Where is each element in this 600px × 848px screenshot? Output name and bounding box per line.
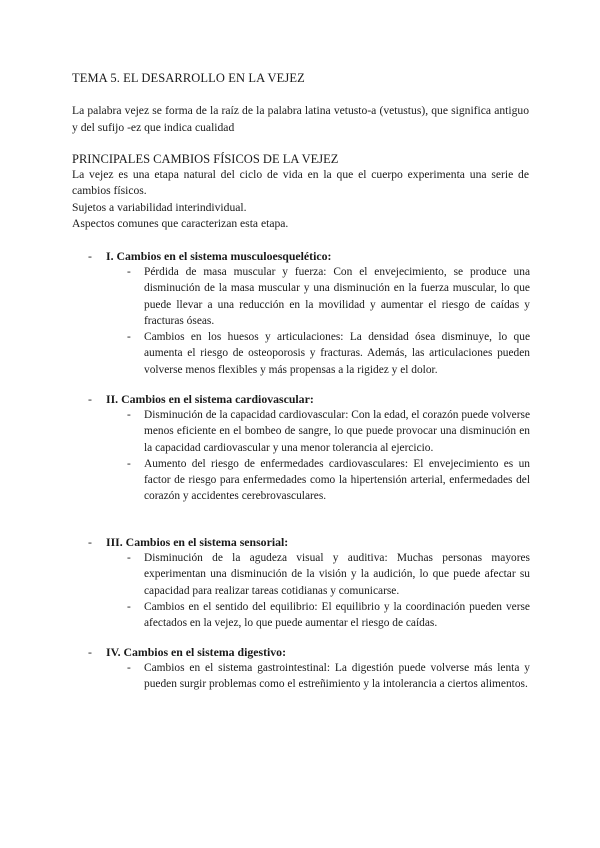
list-dash: -: [88, 392, 92, 406]
list-dash: -: [127, 266, 131, 278]
list-item: [72, 660, 530, 693]
list-item-text: Cambios en el sentido del equilibrio: El equilibrio y la coordinación pueden verse afectados en la vejez, lo que puede aumentar el riesgo de caídas.: [144, 600, 530, 630]
item-list: [72, 407, 530, 505]
list-dash: -: [127, 457, 131, 470]
paragraph-3: Aspectos comunes que caracterizan esta etapa.: [72, 216, 289, 230]
item-list: [72, 660, 530, 693]
item-list: [72, 264, 530, 378]
section-title-text: II. Cambios en el sistema cardiovascular:: [106, 392, 314, 406]
item-list: [72, 550, 530, 631]
list-item: [72, 407, 530, 456]
section-title: [72, 391, 530, 407]
list-item-text: Pérdida de masa muscular y fuerza: Con el envejecimiento, se produce una disminución de la masa muscular y una disminución en la fuerza muscular, lo que puede llevar a una reducción en la movilidad y aumentar el riesgo de caídas y fracturas óseas.: [144, 266, 530, 327]
list-item-text: Cambios en el sistema gastrointestinal: La digestión puede volverse más lenta y pueden surgir problemas como el estreñimiento y la intolerancia a ciertos alimentos.: [144, 662, 530, 691]
list-dash: -: [88, 535, 92, 549]
list-item: [72, 599, 530, 632]
list-item: [72, 329, 530, 378]
intro-paragraph: La palabra vejez se forma de la raíz de la palabra latina vetusto-a (vetustus), que significa antiguo y del sufijo -ez que indica cualidad: [72, 104, 529, 134]
list-dash: -: [127, 409, 131, 421]
list-item: [72, 456, 530, 505]
body-paragraphs: [72, 167, 529, 232]
section-digestive: [72, 644, 530, 693]
list-dash: -: [127, 552, 131, 564]
list-dash: -: [127, 662, 131, 674]
list-item: [72, 550, 530, 599]
list-item-text: Disminución de la agudeza visual y auditiva: Muchas personas mayores experimentan una disminución de la visión y la audición, lo que puede afectar su capacidad para realizar tareas cotidianas y comunicarse.: [144, 552, 530, 597]
list-dash: -: [127, 600, 131, 613]
document-title: TEMA 5. EL DESARROLLO EN LA VEJEZ: [72, 71, 305, 85]
section-title: [72, 248, 530, 264]
list-dash: -: [88, 249, 92, 263]
section-heading: PRINCIPALES CAMBIOS FÍSICOS DE LA VEJEZ: [72, 152, 339, 166]
section-musculoskeletal: [72, 248, 530, 378]
list-item-text: Aumento del riesgo de enfermedades cardiovasculares: El envejecimiento es un factor de riesgo para enfermedades como la hipertensión arterial, enfermedades del corazón y accidentes cerebrovasculares.: [144, 457, 530, 503]
section-title: [72, 644, 530, 660]
section-title-text: IV. Cambios en el sistema digestivo:: [106, 645, 287, 659]
section-title: [72, 534, 530, 550]
list-item-text: Disminución de la capacidad cardiovascular: Con la edad, el corazón puede volverse menos eficiente en el bombeo de sangre, lo que puede provocar una disminución en la capacidad cardiovascular y una menor tolerancia al ejercicio.: [144, 409, 530, 454]
section-title-text: III. Cambios en el sistema sensorial:: [106, 535, 289, 549]
list-item: [72, 264, 530, 329]
list-dash: -: [127, 331, 131, 344]
paragraph-2: Sujetos a variabilidad interindividual.: [72, 200, 247, 214]
paragraph-1: La vejez es una etapa natural del ciclo de vida en la que el cuerpo experimenta una serie de cambios físicos.: [72, 168, 529, 198]
section-cardiovascular: [72, 391, 530, 505]
section-sensory: [72, 534, 530, 631]
list-dash: -: [88, 645, 92, 659]
section-title-text: I. Cambios en el sistema musculoesquelético:: [106, 249, 332, 263]
list-item-text: Cambios en los huesos y articulaciones: La densidad ósea disminuye, lo que aumenta el riesgo de osteoporosis y fracturas. Además, las articulaciones pueden volverse menos flexibles y más propensas a la rigidez y el dolor.: [144, 331, 530, 376]
